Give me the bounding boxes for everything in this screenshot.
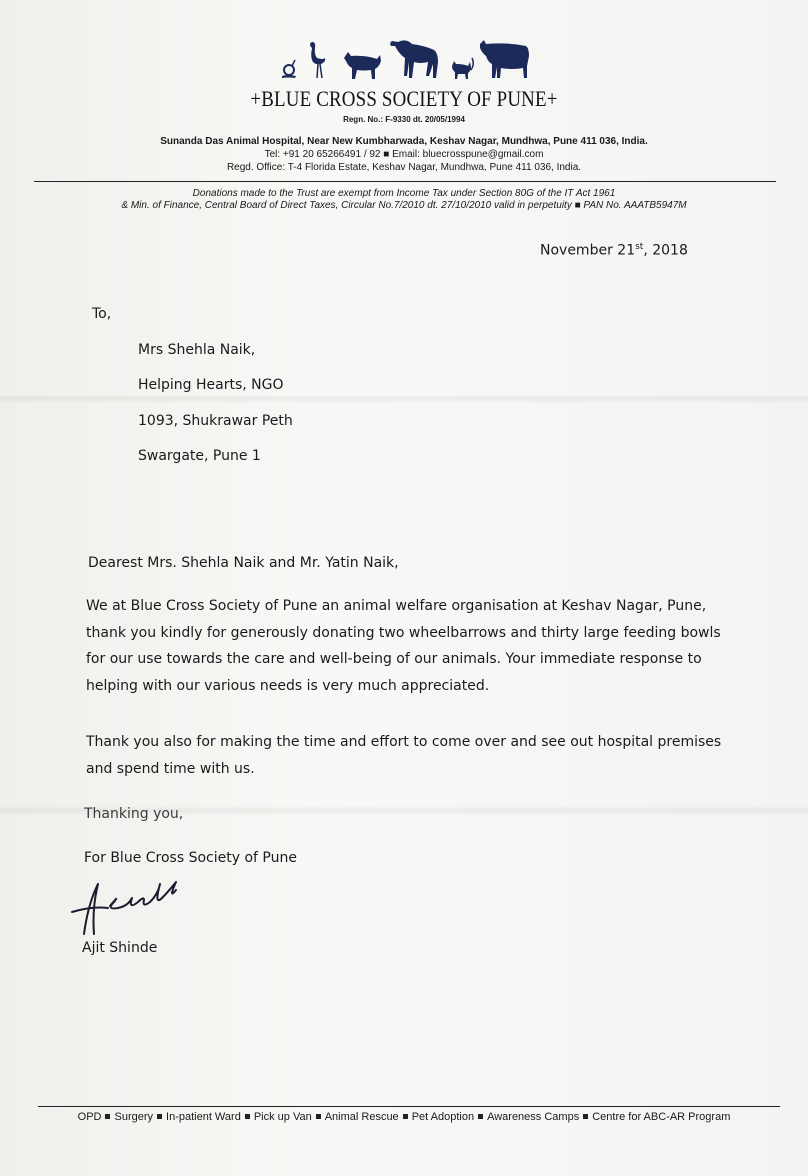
closing: Thanking you, bbox=[84, 806, 184, 822]
hospital-address: Sunanda Das Animal Hospital, Near New Kumbharwada, Keshav Nagar, Mundhwa, Pune 411 036, India. bbox=[160, 136, 648, 147]
letter-date bbox=[540, 242, 688, 259]
header-divider bbox=[34, 181, 776, 182]
separator-square-icon bbox=[105, 1114, 110, 1119]
salutation: Dearest Mrs. Shehla Naik and Mr. Yatin Naik, bbox=[88, 555, 399, 571]
logo-animals bbox=[280, 36, 530, 82]
recipient-city: Swargate, Pune 1 bbox=[138, 448, 261, 464]
service-item: Surgery bbox=[114, 1111, 154, 1123]
footer-divider bbox=[38, 1106, 780, 1107]
horse-icon bbox=[390, 40, 438, 78]
date-year: , 2018 bbox=[643, 242, 688, 259]
signer-name: Ajit Shinde bbox=[82, 940, 158, 956]
service-item: Pick up Van bbox=[253, 1111, 312, 1123]
separator-square-icon bbox=[583, 1114, 588, 1119]
recipient-street: 1093, Shukrawar Peth bbox=[138, 413, 293, 429]
recipient-organisation: Helping Hearts, NGO bbox=[138, 377, 284, 393]
body-paragraph-1: We at Blue Cross Society of Pune an animal welfare organisation at Keshav Nagar, Pune, thank you kindly for generously donating two wheelbarrows and thirty large feeding bowls for our use towards the care and well-being of our animals. Your immediate response to helping with our various needs is very much appreciated. bbox=[86, 598, 721, 694]
dog-icon bbox=[344, 52, 381, 79]
service-item: Animal Rescue bbox=[324, 1111, 399, 1123]
service-item: In-patient Ward bbox=[166, 1111, 241, 1123]
date-suffix: st bbox=[635, 242, 644, 252]
registration-number: Regn. No.: F-9330 dt. 20/05/1994 bbox=[343, 115, 465, 124]
cat-icon bbox=[452, 58, 473, 79]
separator-square-icon bbox=[478, 1114, 483, 1119]
service-item: Centre for ABC-AR Program bbox=[592, 1111, 731, 1123]
flamingo-icon bbox=[310, 42, 325, 78]
to-label: To, bbox=[92, 306, 112, 322]
snail-icon bbox=[282, 60, 296, 78]
separator-square-icon bbox=[403, 1114, 408, 1119]
separator-square-icon bbox=[245, 1114, 250, 1119]
sender-organisation: For Blue Cross Society of Pune bbox=[84, 850, 297, 866]
tax-exemption-line-2: & Min. of Finance, Central Board of Direct Taxes, Circular No.7/2010 dt. 27/10/2010 valid in perpetuity ■ PAN No. AAATB5947M bbox=[121, 200, 687, 211]
handwritten-signature bbox=[64, 876, 204, 940]
registered-office: Regd. Office: T-4 Florida Estate, Keshav Nagar, Mundhwa, Pune 411 036, India. bbox=[226, 162, 582, 173]
services-footer bbox=[0, 1111, 808, 1123]
date-main: November 21 bbox=[540, 242, 636, 259]
contact-line: Tel: +91 20 65266491 / 92 ■ Email: bluecrosspune@gmail.com bbox=[264, 149, 544, 160]
service-item: Pet Adoption bbox=[411, 1111, 475, 1123]
cow-icon bbox=[480, 40, 529, 78]
service-item: Awareness Camps bbox=[487, 1111, 580, 1123]
recipient-name: Mrs Shehla Naik, bbox=[138, 342, 256, 358]
body-paragraph-2: Thank you also for making the time and effort to come over and see out hospital premises and spend time with us. bbox=[86, 734, 722, 777]
service-item: OPD bbox=[77, 1111, 102, 1123]
organisation-title: +BLUE CROSS SOCIETY OF PUNE+ bbox=[250, 86, 558, 111]
tax-exemption-line-1: Donations made to the Trust are exempt from Income Tax under Section 80G of the IT Act 1961 bbox=[192, 188, 616, 199]
separator-square-icon bbox=[157, 1114, 162, 1119]
separator-square-icon bbox=[316, 1114, 321, 1119]
